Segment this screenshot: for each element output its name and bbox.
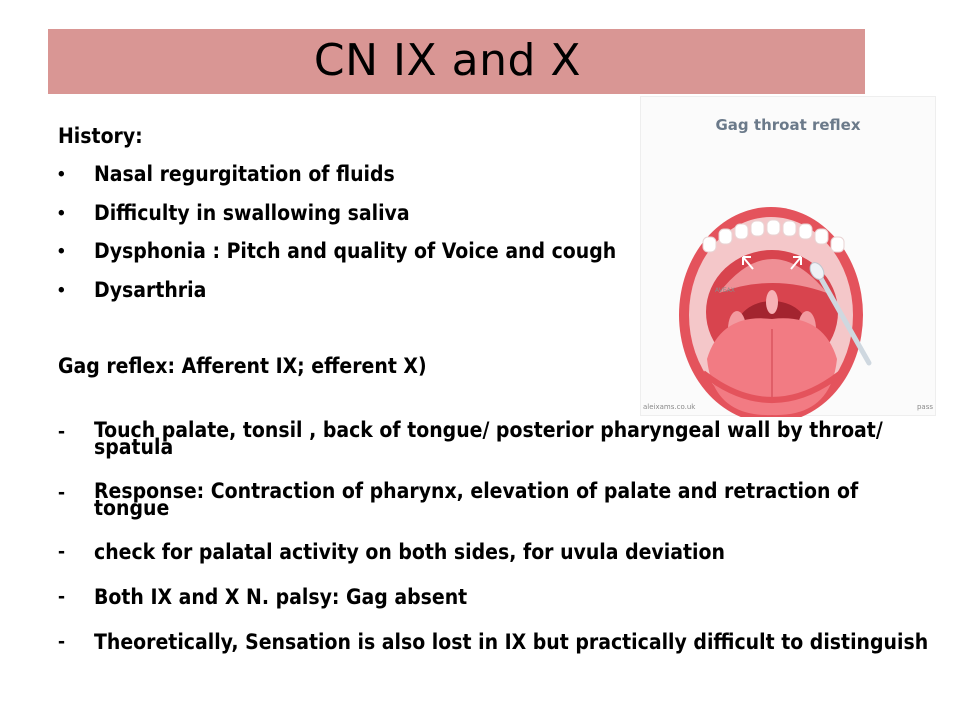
gag-item: check for palatal activity on both sides, for uvula deviation <box>94 540 725 564</box>
slide-title: CN IX and X <box>313 35 582 86</box>
bullet-marker: • <box>58 280 65 301</box>
history-heading: History: <box>58 124 143 148</box>
dash-marker: - <box>58 540 65 563</box>
dash-marker: - <box>58 630 65 653</box>
figure-title: Gag throat reflex <box>715 116 861 134</box>
bullet-marker: • <box>58 241 65 262</box>
history-item: Dysarthria <box>94 278 207 302</box>
figure-corner-label: pass <box>916 403 933 411</box>
gag-item: Touch palate, tonsil , back of tongue/ posterior pharyngeal wall by throat/ spatula <box>94 418 883 459</box>
history-item: Nasal regurgitation of fluids <box>94 162 395 186</box>
history-item: Difficulty in swallowing saliva <box>94 201 410 225</box>
gag-item: Both IX and X N. palsy: Gag absent <box>94 585 468 609</box>
gag-item: Theoretically, Sensation is also lost in IX but practically difficult to distinguish <box>94 630 929 654</box>
figure-inner-label: AVEAX <box>715 287 735 294</box>
title-bar <box>48 29 865 94</box>
gag-reflex-illustration <box>640 96 936 416</box>
gag-heading: Gag reflex: Afferent IX; efferent X) <box>58 354 427 378</box>
dash-marker: - <box>58 481 65 504</box>
dash-marker: - <box>58 585 65 608</box>
bullet-marker: • <box>58 164 65 185</box>
figure-source-label: aleixams.co.uk <box>643 403 696 411</box>
dash-marker: - <box>58 420 65 443</box>
history-item: Dysphonia : Pitch and quality of Voice and cough <box>94 239 617 263</box>
bullet-marker: • <box>58 203 65 224</box>
gag-item: Response: Contraction of pharynx, elevation of palate and retraction of tongue <box>94 479 859 520</box>
open-mouth-icon <box>641 97 937 417</box>
